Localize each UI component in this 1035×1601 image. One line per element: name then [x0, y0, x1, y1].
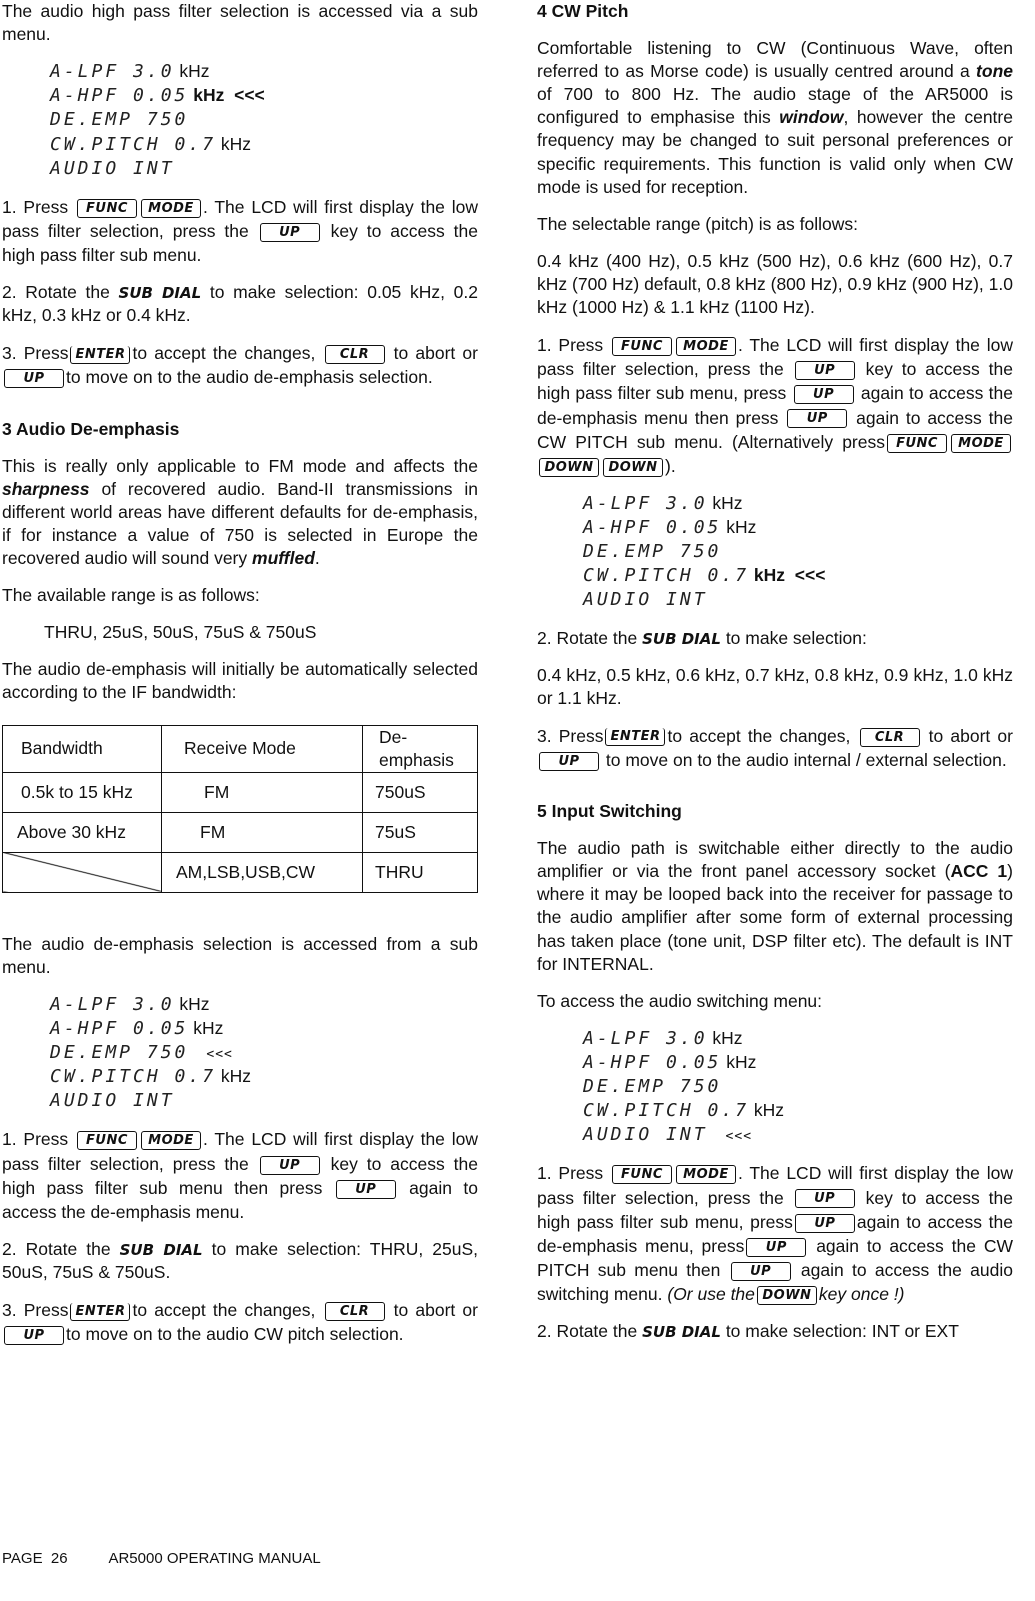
menu-line: CW.PITCH 0.7 kHz	[50, 133, 252, 155]
menu-line: DE.EMP 750	[50, 109, 189, 131]
menu-line: A-LPF 3.0 kHz	[50, 993, 210, 1015]
down-key: DOWN	[539, 458, 599, 477]
table-header-row	[3, 725, 478, 772]
deemphasis-description: This is really only applicable to FM mode and affects the sharpness of recovered audio. Band-II transmissions in different world areas have different defaults for de-emphasis, if for instance a value of 750 is selected in Europe the recovered audio will sound very muffled.	[2, 455, 478, 569]
cw-step-1: 1. Press FUNC MODE . The LCD will first display the low pass filter selection, press the UP key to access the high pass filter sub menu, press UP again to access the de-emphasis menu then press UP again to access the CW PITCH sub menu. (Alternatively press FUNC MODEDOWN DOWN ).	[537, 335, 1013, 476]
menu-line: CW.PITCH 0.7 kHz	[50, 1066, 252, 1088]
table-cell: FM	[162, 772, 363, 812]
hpf-step-1: 1. Press FUNC MODE . The LCD will first display the low pass filter selection, press the UP key to access the high pass filter sub menu.	[2, 196, 478, 266]
left-column	[2, 0, 478, 1361]
menu-line: A-LPF 3.0 kHz	[583, 1027, 743, 1049]
deemphasis-step-1: 1. Press FUNC MODE . The LCD will first display the low pass filter selection, press the UP key to access the high pass filter sub menu then press UP again to access the de-emphasis menu.	[2, 1129, 478, 1222]
table-cell-empty	[3, 852, 162, 892]
enter-key: ENTER	[70, 1303, 130, 1321]
table-header: De-emphasis	[363, 725, 478, 772]
clr-key: CLR	[860, 728, 920, 747]
up-key: UP	[794, 385, 854, 404]
deemphasis-step-2: 2. Rotate the SUB DIAL to make selection: THRU, 25uS, 50uS, 75uS & 750uS.	[2, 1239, 478, 1283]
cw-range-intro: The selectable range (pitch) is as follows:	[537, 213, 858, 234]
range-values: THRU, 25uS, 50uS, 75uS & 750uS	[44, 622, 317, 643]
clr-key: CLR	[325, 1302, 385, 1321]
clr-key: CLR	[325, 345, 385, 364]
deemphasis-step-3: 3. Press ENTER to accept the changes, CLR to abort or UP to move on to the audio CW pitch selection.	[2, 1300, 478, 1345]
menu-line: DE.EMP 750	[583, 1076, 722, 1098]
lcd-menu-deemphasis	[50, 993, 478, 1114]
mode-key: MODE	[141, 1131, 201, 1150]
sub-dial-label: SUB DIAL	[118, 284, 202, 303]
menu-line: A-HPF 0.05 kHz	[50, 1018, 224, 1040]
sub-dial-label: SUB DIAL	[119, 1241, 203, 1260]
up-key: UP	[795, 1214, 855, 1233]
page-number: PAGE 26	[2, 1550, 68, 1567]
up-key: UP	[260, 223, 320, 242]
table-cell: 750uS	[363, 772, 478, 812]
down-key: DOWN	[603, 458, 663, 477]
up-key: UP	[731, 1262, 791, 1281]
section-5-title: 5 Input Switching	[537, 801, 682, 822]
cw-step-2-values: 0.4 kHz, 0.5 kHz, 0.6 kHz, 0.7 kHz, 0.8 kHz, 0.9 kHz, 1.0 kHz or 1.1 kHz.	[537, 664, 1013, 708]
up-key: UP	[4, 1326, 64, 1345]
menu-line: A-HPF 0.05 kHz	[583, 517, 757, 539]
func-key: FUNC	[612, 1165, 672, 1184]
table-row	[3, 812, 478, 852]
menu-line-selected: A-HPF 0.05 kHz <<<	[50, 85, 265, 107]
menu-line: A-HPF 0.05 kHz	[583, 1051, 757, 1073]
manual-title: AR5000 OPERATING MANUAL	[108, 1550, 321, 1567]
up-key: UP	[787, 409, 847, 428]
lcd-menu-hpf	[50, 60, 478, 181]
auto-selection-text: The audio de-emphasis will initially be automatically selected according to the IF bandwidth:	[2, 659, 478, 703]
up-key: UP	[336, 1180, 396, 1199]
menu-line: AUDIO INT	[583, 589, 708, 611]
table-cell: FM	[162, 812, 363, 852]
sub-dial-label: SUB DIAL	[642, 1323, 721, 1342]
enter-key: ENTER	[70, 346, 130, 364]
table-cell: 75uS	[363, 812, 478, 852]
table-row	[3, 852, 478, 892]
section-3-title: 3 Audio De-emphasis	[2, 418, 180, 439]
menu-line: AUDIO INT	[50, 157, 175, 179]
table-cell: AM,LSB,USB,CW	[162, 852, 363, 892]
func-key: FUNC	[612, 337, 672, 356]
menu-line: A-LPF 3.0 kHz	[583, 492, 743, 514]
deemphasis-table	[2, 725, 478, 893]
up-key: UP	[795, 1189, 855, 1208]
hpf-intro: The audio high pass filter selection is accessed via a sub menu.	[2, 1, 478, 45]
func-key: FUNC	[77, 199, 137, 218]
input-step-1: 1. Press FUNC MODE . The LCD will first display the low pass filter selection, press the UP key to access the high pass filter sub menu, press UP again to access the de-emphasis menu, press UP again to access the CW PITCH sub menu then UP again to access the audio switching menu. (Or use the DOWN key once !)	[537, 1163, 1013, 1305]
up-key: UP	[795, 361, 855, 380]
section-4-title: 4 CW Pitch	[537, 1, 629, 21]
cw-range-values: 0.4 kHz (400 Hz), 0.5 kHz (500 Hz), 0.6 kHz (600 Hz), 0.7 kHz (700 Hz) default, 0.8 kHz (800 Hz), 0.9 kHz (900 Hz), 1.0 kHz (1000 Hz) & 1.1 kHz (1100 Hz).	[537, 250, 1013, 318]
up-key: UP	[260, 1156, 320, 1175]
table-header: Bandwidth	[3, 725, 162, 772]
input-access: To access the audio switching menu:	[537, 990, 823, 1011]
menu-line: A-LPF 3.0 kHz	[50, 61, 210, 83]
table-cell: Above 30 kHz	[3, 812, 162, 852]
up-key: UP	[4, 369, 64, 388]
menu-line: AUDIO INT	[50, 1090, 175, 1112]
mode-key: MODE	[676, 1165, 736, 1184]
lcd-menu-cw-pitch	[583, 492, 1013, 613]
menu-line-selected: AUDIO INT <<<	[583, 1124, 753, 1146]
page-footer	[2, 1549, 321, 1569]
menu-line: DE.EMP 750	[583, 541, 722, 563]
cw-step-2: 2. Rotate the SUB DIAL to make selection:	[537, 627, 867, 648]
enter-key: ENTER	[605, 728, 665, 746]
up-key: UP	[746, 1238, 806, 1257]
cw-description: Comfortable listening to CW (Continuous Wave, often referred to as Morse code) is usually centred around a tone of 700 to 800 Hz. The audio stage of the AR5000 is configured to emphasise this window, however the centre frequency may be changed to suit personal preferences or specific requirements. This function is valid only when CW mode is used for reception.	[537, 38, 1013, 197]
func-key: FUNC	[77, 1131, 137, 1150]
range-intro: The available range is as follows:	[2, 585, 260, 606]
mode-key: MODE	[141, 199, 201, 218]
table-header: Receive Mode	[162, 725, 363, 772]
func-key: FUNC	[887, 434, 947, 453]
input-step-2: 2. Rotate the SUB DIAL to make selection: INT or EXT	[537, 1321, 959, 1342]
deemphasis-access: The audio de-emphasis selection is accessed from a sub menu.	[2, 933, 478, 977]
cw-step-3: 3. Press ENTER to accept the changes, CLR to abort or UP to move on to the audio internal / external selection.	[537, 725, 1013, 770]
sub-dial-label: SUB DIAL	[642, 629, 721, 648]
hpf-step-2: 2. Rotate the SUB DIAL to make selection: 0.05 kHz, 0.2 kHz, 0.3 kHz or 0.4 kHz.	[2, 282, 478, 326]
lcd-menu-audio	[583, 1027, 1013, 1148]
input-switching-description: The audio path is switchable either directly to the audio amplifier or via the front panel accessory socket (ACC 1) where it may be looped back into the receiver for passage to the audio amplifier after some form of external processing has taken place (tone unit, DSP filter etc). The default is INT for INTERNAL.	[537, 838, 1013, 974]
menu-line-selected: DE.EMP 750 <<<	[50, 1042, 233, 1064]
hpf-step-3: 3. Press ENTER to accept the changes, CLR to abort or UP to move on to the audio de-emphasis selection.	[2, 343, 478, 388]
menu-line: CW.PITCH 0.7 kHz	[583, 1100, 785, 1122]
menu-line-selected: CW.PITCH 0.7 kHz <<<	[583, 565, 826, 587]
down-key: DOWN	[757, 1286, 817, 1305]
up-key: UP	[539, 752, 599, 771]
mode-key: MODE	[951, 434, 1011, 453]
table-cell: THRU	[363, 852, 478, 892]
table-row	[3, 772, 478, 812]
table-cell: 0.5k to 15 kHz	[3, 772, 162, 812]
right-column	[537, 0, 1013, 1357]
mode-key: MODE	[676, 337, 736, 356]
